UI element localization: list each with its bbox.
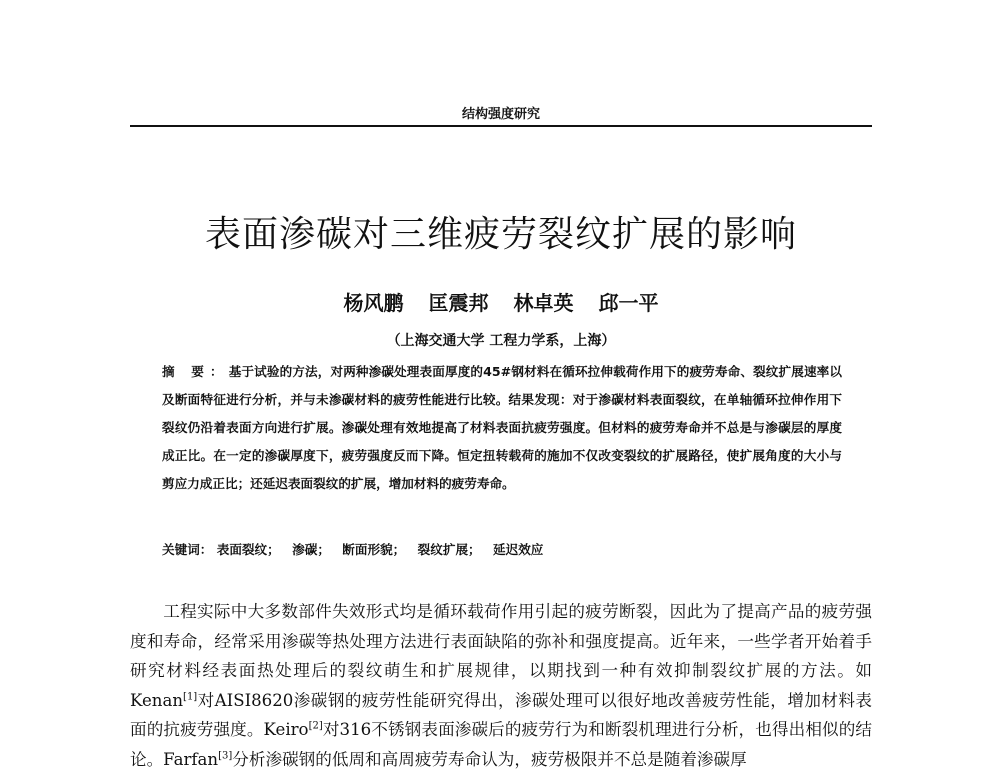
keyword: 表面裂纹； [216,542,280,557]
body-text [130,597,872,774]
header-rule [130,125,872,127]
paper-title: 表面渗碳对三维疲劳裂纹扩展的影响 [204,214,797,255]
paragraph [130,597,872,774]
abstract-label: 摘 要： [162,364,229,379]
abstract [162,358,842,498]
author: 匡震邦 [428,291,489,315]
keyword: 渗碳； [292,542,330,557]
body-text-span: 对316不锈钢表面渗碳后的疲劳行为和断裂机理进行分析，也得出相似的结论。Farfan [130,720,872,769]
body-text-span: 工程实际中大多数部件失效形式均是循环载荷作用引起的疲劳断裂，因此为了提高产品的疲劳强度和寿命，经常采用渗碳等热处理方法进行表面缺陷的弥补和强度提高。近年来，一些学者开始着手研究材料经表面热处理后的裂纹萌生和扩展规律，以期找到一种有效抑制裂纹扩展的方法。如Kenan [130,602,872,710]
keywords-label: 关键词： [162,542,213,557]
keywords [162,539,842,558]
author: 林卓英 [513,291,574,315]
keyword: 裂纹扩展； [417,542,481,557]
author: 邱一平 [598,291,659,315]
affiliation: （上海交通大学 工程力学系，上海） [386,333,616,349]
abstract-text: 基于试验的方法，对两种渗碳处理表面厚度的45#钢材料在循环拉伸载荷作用下的疲劳寿命、裂纹扩展速率以及断面特征进行分析，并与未渗碳材料的疲劳性能进行比较。结果发现：对于渗碳材料表面裂纹，在单轴循环拉伸作用下裂纹仍沿着表面方向进行扩展。渗碳处理有效地提高了材料表面抗疲劳强度。但材料的疲劳寿命并不总是与渗碳层的厚度成正比。在一定的渗碳厚度下，疲劳强度反而下降。恒定扭转载荷的施加不仅改变裂纹的扩展路径，使扩展角度的大小与剪应力成正比；还延迟表面裂纹的扩展，增加材料的疲劳寿命。 [162,364,843,491]
author-list [130,287,872,316]
running-head: 结构强度研究 [461,107,540,122]
keyword: 断面形貌； [342,542,406,557]
citation: [1] [183,690,198,702]
citation: [3] [218,749,233,761]
body-text-span: 分析渗碳钢的低周和高周疲劳寿命认为，疲劳极限并不总是随着渗碳厚 [232,749,747,769]
citation: [2] [308,720,323,732]
author: 杨风鹏 [343,291,404,315]
body-text-span: 对AISI8620渗碳钢的疲劳性能研究得出，渗碳处理可以很好地改善疲劳性能，增加材料表面的抗疲劳强度。Keiro [130,690,872,739]
keyword: 延迟效应 [493,542,544,557]
